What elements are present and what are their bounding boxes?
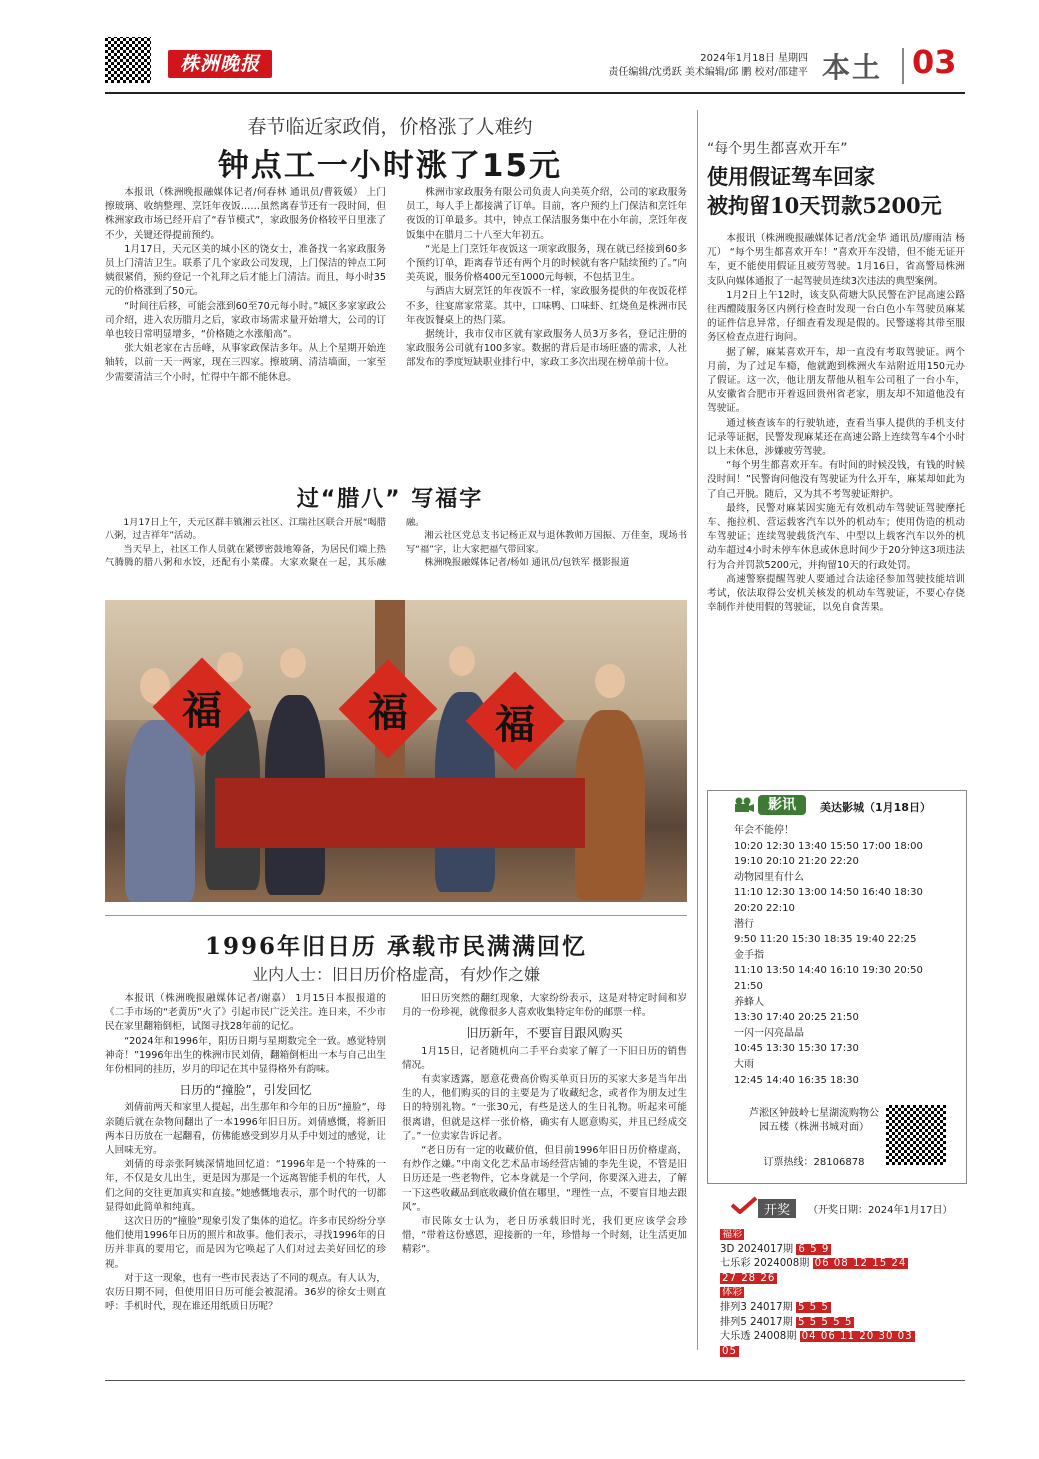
story4-paragraph: 刘倩的母亲张阿姨深情地回忆道：“1996年是一个特殊的一年，不仅是女儿出生，更是因为那是一个远离智能手机的年代，人们之间的交往更加真实和直接。”她感慨地表示，那个时代的一切都显得如此简单和纯真。 bbox=[105, 1159, 386, 1213]
story4-paragraph: 旧日历突然的翻红现象，大家纷纷表示，这是对特定时间和岁月的一份珍视，就像很多人喜欢收集特定年份的邮票一样。 bbox=[402, 993, 687, 1019]
issue-date: 2024年1月18日 星期四 bbox=[700, 53, 808, 64]
cinema-name: 美达影城（1月18日） bbox=[820, 801, 931, 814]
photo-face bbox=[280, 648, 306, 678]
lottery-numbers: 06 08 12 15 24 bbox=[814, 1258, 907, 1270]
story4-subhead1: 日历的“撞脸”，引发回忆 bbox=[179, 1083, 312, 1098]
lottery-numbers: 04 06 11 20 30 03 bbox=[801, 1331, 913, 1343]
lottery-numbers: 5 5 5 5 5 bbox=[797, 1316, 853, 1328]
story2-paragraph: 高速警察提醒驾驶人要通过合法途径参加驾驶技能培训考试，依法取得公安机关核发的机动车驾驶证，不要心存侥幸制作并使用假的驾驶证，以免自食苦果。 bbox=[707, 573, 965, 614]
cinema-address: 芦淞区钟鼓岭七星湖流购物公园五楼（株洲书城对面） bbox=[749, 1108, 879, 1133]
section-name: 本土 bbox=[822, 51, 883, 84]
photo-red-table bbox=[215, 778, 585, 848]
story3-paragraph: 当天早上，社区工作人员就在紧锣密鼓地筹备，为居民们端上热气腾腾的腊八粥和水饺，还配有小菜碟。大家欢聚在一起，其乐融融。 bbox=[105, 517, 425, 569]
lab-festival-photo bbox=[105, 600, 687, 902]
story2-body bbox=[707, 232, 965, 615]
story1-paragraph: 1月17日，天元区美的城小区的饶女士，准备找一名家政服务员上门清洁卫生。联系了几个家政公司发现，上门保洁的钟点工阿姨很紧俏，预约登记一个礼拜之后才能上门清洁。而且，每小时35元的价格涨到了50元。 bbox=[105, 243, 386, 298]
story4-paragraph: 本报讯（株洲晚报融媒体记者/谢嘉） 1月15日本报报道的《二手市场的“老黄历”火了》引起市民广泛关注。连日来，不少市民在家里翻箱倒柜，试图寻找28年前的记忆。 bbox=[105, 993, 386, 1033]
story3-title: 过“腊八” 写福字 bbox=[296, 487, 484, 512]
story2-paragraph: 1月2日上午12时，该支队荷塘大队民警在沪昆高速公路往西醴陵服务区内例行检查时发现一台白色小车驾驶员麻某的证件信息异常，仔细查看发现是假的。民警遂将其带至服务区检查点进行询问。 bbox=[707, 289, 965, 344]
story1-paragraph: 本报讯（株洲晚报融媒体记者/何春林 通讯员/曹筱媛） 上门擦玻璃、收纳整理、烹饪年夜饭……虽然离春节还有一段时间，但株洲家政市场已经开启了“春节模式”，家政服务价格较平日里涨了不少，关键还得提前预约。 bbox=[105, 187, 386, 241]
movie-line: 年会不能停！ bbox=[734, 825, 794, 836]
story2-paragraph: 通过核查该车的行驶轨迹，查看当事人提供的手机支付记录等证据，民警发现麻某还在高速公路上连续驾车4个小时以上未休息，涉嫌疲劳驾驶。 bbox=[707, 417, 965, 458]
story4-top-rule bbox=[105, 915, 687, 916]
story4-paragraph: 这次日历的“撞脸”现象引发了集体的追忆。许多市民纷纷分享他们使用1996年日历的照片和故事。他们表示，寻找1996年的日历并非真的要用它，而是因为它唤起了人们对过去美好回忆的珍视。 bbox=[105, 1216, 386, 1270]
story1-paragraph: 与酒店大厨烹饪的年夜饭不一样，家政服务提供的年夜饭花样不多，往宴席家常菜。其中，口味鸭、口味虾、红烧鱼是株洲市民年夜饭餐桌上的热门菜。 bbox=[406, 286, 687, 326]
lottery-numbers: 5 5 5 bbox=[797, 1301, 829, 1313]
movie-line: 动物园里有什么 bbox=[734, 871, 804, 883]
story2-title-line1: 使用假证驾车回家 bbox=[707, 164, 875, 189]
story3-paragraph: 株洲晚报融媒体记者/杨如 通讯员/包铁军 摄影报道 bbox=[424, 557, 630, 569]
story4-paragraph: 市民陈女士认为，老日历承载旧时光，我们更应该学会珍惜，“带着这份感恩，迎接新的一年，珍惜每一个时刻，让生活更加精彩”。 bbox=[402, 1216, 687, 1256]
movie-line: 20:20 22:10 bbox=[734, 902, 795, 914]
movie-section-tag: 影讯 bbox=[758, 795, 806, 815]
story2-kicker: “每个男生都喜欢开车” bbox=[707, 141, 848, 157]
fu-character-sheet bbox=[339, 660, 438, 759]
film-camera-icon bbox=[734, 797, 754, 813]
story3-body bbox=[105, 516, 687, 596]
story4-paragraph: “老日历有一定的收藏价值，但目前1996年旧日历价格虚高，有炒作之嫌。”中南文化艺术品市场经营店铺的李先生说，不管是旧日历还是一些老物件，它本身就是一个学问，你要深入进去，了解一下这些收藏品到底收藏价值在哪里，“理性一点，不要盲目地去跟风”。 bbox=[402, 1145, 687, 1213]
story4-paragraph: 1月15日，记者随机向二手平台卖家了解了一下旧日历的销售情况。 bbox=[402, 1045, 687, 1071]
story1-body bbox=[105, 186, 687, 470]
story2-paragraph: “每个男生都喜欢开车。有时间的时候没钱，有钱的时候没时间！”民警询问他没有驾驶证为什么开车，麻某却如此为了自己开脱。随后，又为其不考驾驶证辩护。 bbox=[707, 460, 965, 500]
lottery-numbers: 05 bbox=[722, 1345, 737, 1357]
story1-paragraph: 张大姐老家在古岳峰，从事家政保洁多年。从上个星期开始连轴转，以前一天一两家，现在三四家。擦玻璃、清洁墙面，一家至少需要清洁三个小时，忙得中午都不能休息。 bbox=[105, 343, 386, 383]
story4-subhead2: 旧历新年，不要盲目跟风购买 bbox=[466, 1026, 623, 1041]
movie-line: 大雨 bbox=[734, 1058, 754, 1070]
newspaper-logo: 株洲晚报 bbox=[168, 50, 272, 78]
lottery-date: （开奖日期：2024年1月17日） bbox=[808, 1205, 953, 1216]
fu-character: 福 bbox=[182, 687, 222, 734]
movie-line: 金手指 bbox=[734, 949, 764, 961]
header-rule bbox=[105, 92, 965, 94]
fu-character-sheet bbox=[153, 658, 252, 757]
lottery-category: 体彩 bbox=[722, 1287, 743, 1299]
lottery-game: 排列5 24017期 bbox=[720, 1316, 793, 1328]
story4-col2 bbox=[402, 992, 687, 1258]
editor-credits: 责任编辑/沈勇跃 美术编辑/邱 鹏 校对/邵建平 bbox=[608, 67, 808, 78]
story1-paragraph: “时间往后移，可能会涨到60至70元每小时。”城区多家家政公司介绍，进入农历腊月之后，家政市场需求量开始增大，公司的订单也较日常明显增多，“价格随之水涨船高”。 bbox=[105, 300, 386, 341]
movie-line: 养蜂人 bbox=[734, 996, 764, 1008]
movie-line: 10:45 13:30 15:30 17:30 bbox=[734, 1043, 859, 1055]
movie-line: 11:10 13:50 14:40 16:10 19:30 20:50 bbox=[734, 965, 923, 977]
movie-listings-box bbox=[707, 790, 967, 1184]
header-meta bbox=[560, 52, 808, 80]
lottery-category: 福彩 bbox=[722, 1229, 743, 1240]
lottery-game: 大乐透 24008期 bbox=[720, 1331, 797, 1343]
story2-paragraph: 本报讯（株洲晚报融媒体记者/沈金华 通讯员/廖雨洁 杨兀） “每个男生都喜欢开车！”喜欢开车没错，但不能无证开车，更不能使用假证且疲劳驾驶。1月16日，省高警局株洲支队向媒体通报了一起驾驶员连续3次违法的典型案例。 bbox=[707, 233, 965, 287]
story2-title-line2: 被拘留10天罚款5200元 bbox=[707, 193, 942, 218]
movie-showtimes bbox=[734, 823, 960, 1088]
header-qr-code[interactable] bbox=[105, 37, 151, 83]
lottery-numbers: 27 28 26 bbox=[722, 1272, 776, 1284]
lottery-results bbox=[720, 1228, 965, 1359]
story1-paragraph: 据统计，我市仅市区就有家政服务人员3万多名，登记注册的家政服务公司就有100多家。数据的背后是市场旺盛的需求，人社部发布的季度短缺职业排行中，家政工多次出现在榜单前十位。 bbox=[406, 329, 687, 369]
movie-line: 11:10 12:30 13:00 14:50 16:40 18:30 bbox=[734, 887, 923, 899]
fu-character: 福 bbox=[495, 701, 535, 748]
cinema-phone: 订票热线：28106878 bbox=[763, 1157, 865, 1168]
footer-rule bbox=[105, 1380, 965, 1381]
page-number: 03 bbox=[912, 43, 957, 81]
movie-line: 12:45 14:40 16:35 18:30 bbox=[734, 1074, 859, 1086]
movie-line: 一闪一闪亮晶晶 bbox=[734, 1027, 804, 1039]
story4-title: 1996年旧日历 承载市民满满回忆 bbox=[204, 933, 588, 960]
story4-subtitle: 业内人士：旧日历价格虚高，有炒作之嫌 bbox=[251, 965, 540, 984]
story1-subtitle: 春节临近家政俏，价格涨了人难约 bbox=[247, 116, 533, 138]
story1-paragraph: 株洲市家政服务有限公司负责人向美英介绍，公司的家政服务员工，每人手上都接满了订单。目前，客户预约上门保洁和烹饪年夜饭的订单最多。其中，钟点工保洁服务集中在小年前，烹饪年夜饭集中在腊月二十八至大年初五。 bbox=[406, 187, 687, 241]
story4-paragraph: “2024年和1996年，阳历日期与星期数完全一致。感觉特别神奇！”1996年出生的株洲市民刘倩，翻箱倒柜出一本与自己出生年份相同的挂历，岁月的印记在其中显得格外有韵味。 bbox=[105, 1035, 386, 1076]
cinema-qr-code[interactable] bbox=[886, 1105, 946, 1165]
story2-paragraph: 最终，民警对麻某因实施无有效机动车驾驶证驾驶摩托车、拖拉机、营运载客汽车以外的机动车；使用伪造的机动车驾驶证；连续驾驶载货汽车、中型以上载客汽车以外的机动车超过4小时未停车休息或休息时间少于20分钟这3项违法行为合并罚款5200元，并拘留10天的行政处罚。 bbox=[707, 502, 965, 571]
story3-paragraph: 湘云社区党总支书记杨正双与退休教师万国振、万佳奎，现场书写“福”字，让大家把福气带回家。 bbox=[406, 530, 687, 555]
photo-person bbox=[125, 720, 195, 902]
story4-paragraph: 对于这一现象，也有一些市民表达了不同的观点。有人认为，农历日期不同，但使用旧日历可能会被混淆。36岁的徐女士则直呼：手机时代，现在谁还用纸质日历呢？ bbox=[105, 1272, 386, 1313]
fu-character-sheet bbox=[466, 672, 565, 771]
movie-line: 9:50 11:20 15:30 18:35 19:40 22:25 bbox=[734, 934, 917, 946]
column-divider bbox=[697, 110, 698, 1350]
movie-line: 13:30 17:40 20:25 21:50 bbox=[734, 1012, 859, 1024]
lottery-check-icon bbox=[730, 1196, 758, 1218]
movie-line: 19:10 20:10 21:20 22:20 bbox=[734, 856, 859, 868]
lottery-numbers: 6 5 9 bbox=[798, 1243, 830, 1255]
photo-face bbox=[449, 646, 475, 676]
story2-paragraph: 据了解，麻某喜欢开车，却一直没有考取驾驶证。两个月前，为了过足车瘾，他就跑到株洲火车站附近用150元办了假证。这一次，他让朋友帮他从租车公司租了一台小车，从安徽省合肥市开着返回贵州省老家，朋友却不知道他没有驾驶证。 bbox=[707, 346, 965, 415]
lottery-game: 排列3 24017期 bbox=[720, 1301, 793, 1313]
lottery-tag: 开奖 bbox=[758, 1199, 796, 1218]
header-divider bbox=[902, 48, 904, 84]
lottery-game: 3D 2024017期 bbox=[720, 1243, 794, 1255]
photo-face bbox=[595, 664, 625, 698]
movie-line: 潜行 bbox=[734, 918, 754, 930]
story2-title bbox=[707, 162, 967, 220]
story1-paragraph: “光是上门烹饪年夜饭这一项家政服务，现在就已经接到60多个预约订单，距离春节还有两个月的时候就有客户陆续预约了。”向美英说，服务价格400元至1000元每顿，不包括卫生。 bbox=[406, 243, 687, 284]
photo-person bbox=[575, 710, 645, 900]
story4-paragraph: 有卖家透露，愿意花费高价购买单页日历的买家大多是当年出生的人，他们购买的目的主要是为了收藏纪念，或者作为朋友过生日的特别礼物。“一张30元，有些是送人的生日礼物。听起来可能很离谱，但就是这样一张价格，确实有人愿意购买，并且已经成交了。”一位卖家告诉记者。 bbox=[402, 1074, 687, 1142]
story1-title: 钟点工一小时涨了15元 bbox=[217, 148, 563, 184]
movie-line: 10:20 12:30 13:40 15:50 17:00 18:00 bbox=[734, 840, 923, 852]
lottery-game: 七乐彩 2024008期 bbox=[720, 1258, 810, 1270]
movie-line: 21:50 bbox=[734, 980, 763, 992]
story4-col1 bbox=[105, 992, 386, 1314]
story3-paragraph: 1月17日上午，天元区群丰镇湘云社区、江瑞社区联合开展“喝腊八粥，过吉祥年”活动。 bbox=[105, 517, 386, 542]
fu-character: 福 bbox=[368, 689, 408, 736]
story4-paragraph: 刘倩前两天和家里人提起，出生那年和今年的日历“撞脸”，母亲随后就在杂物间翻出了一本1996年旧日历。刘倩感慨，将新旧两本日历放在一起翻看，仿佛能感受到岁月从手中划过的感觉，让人回味无穷。 bbox=[105, 1102, 386, 1157]
